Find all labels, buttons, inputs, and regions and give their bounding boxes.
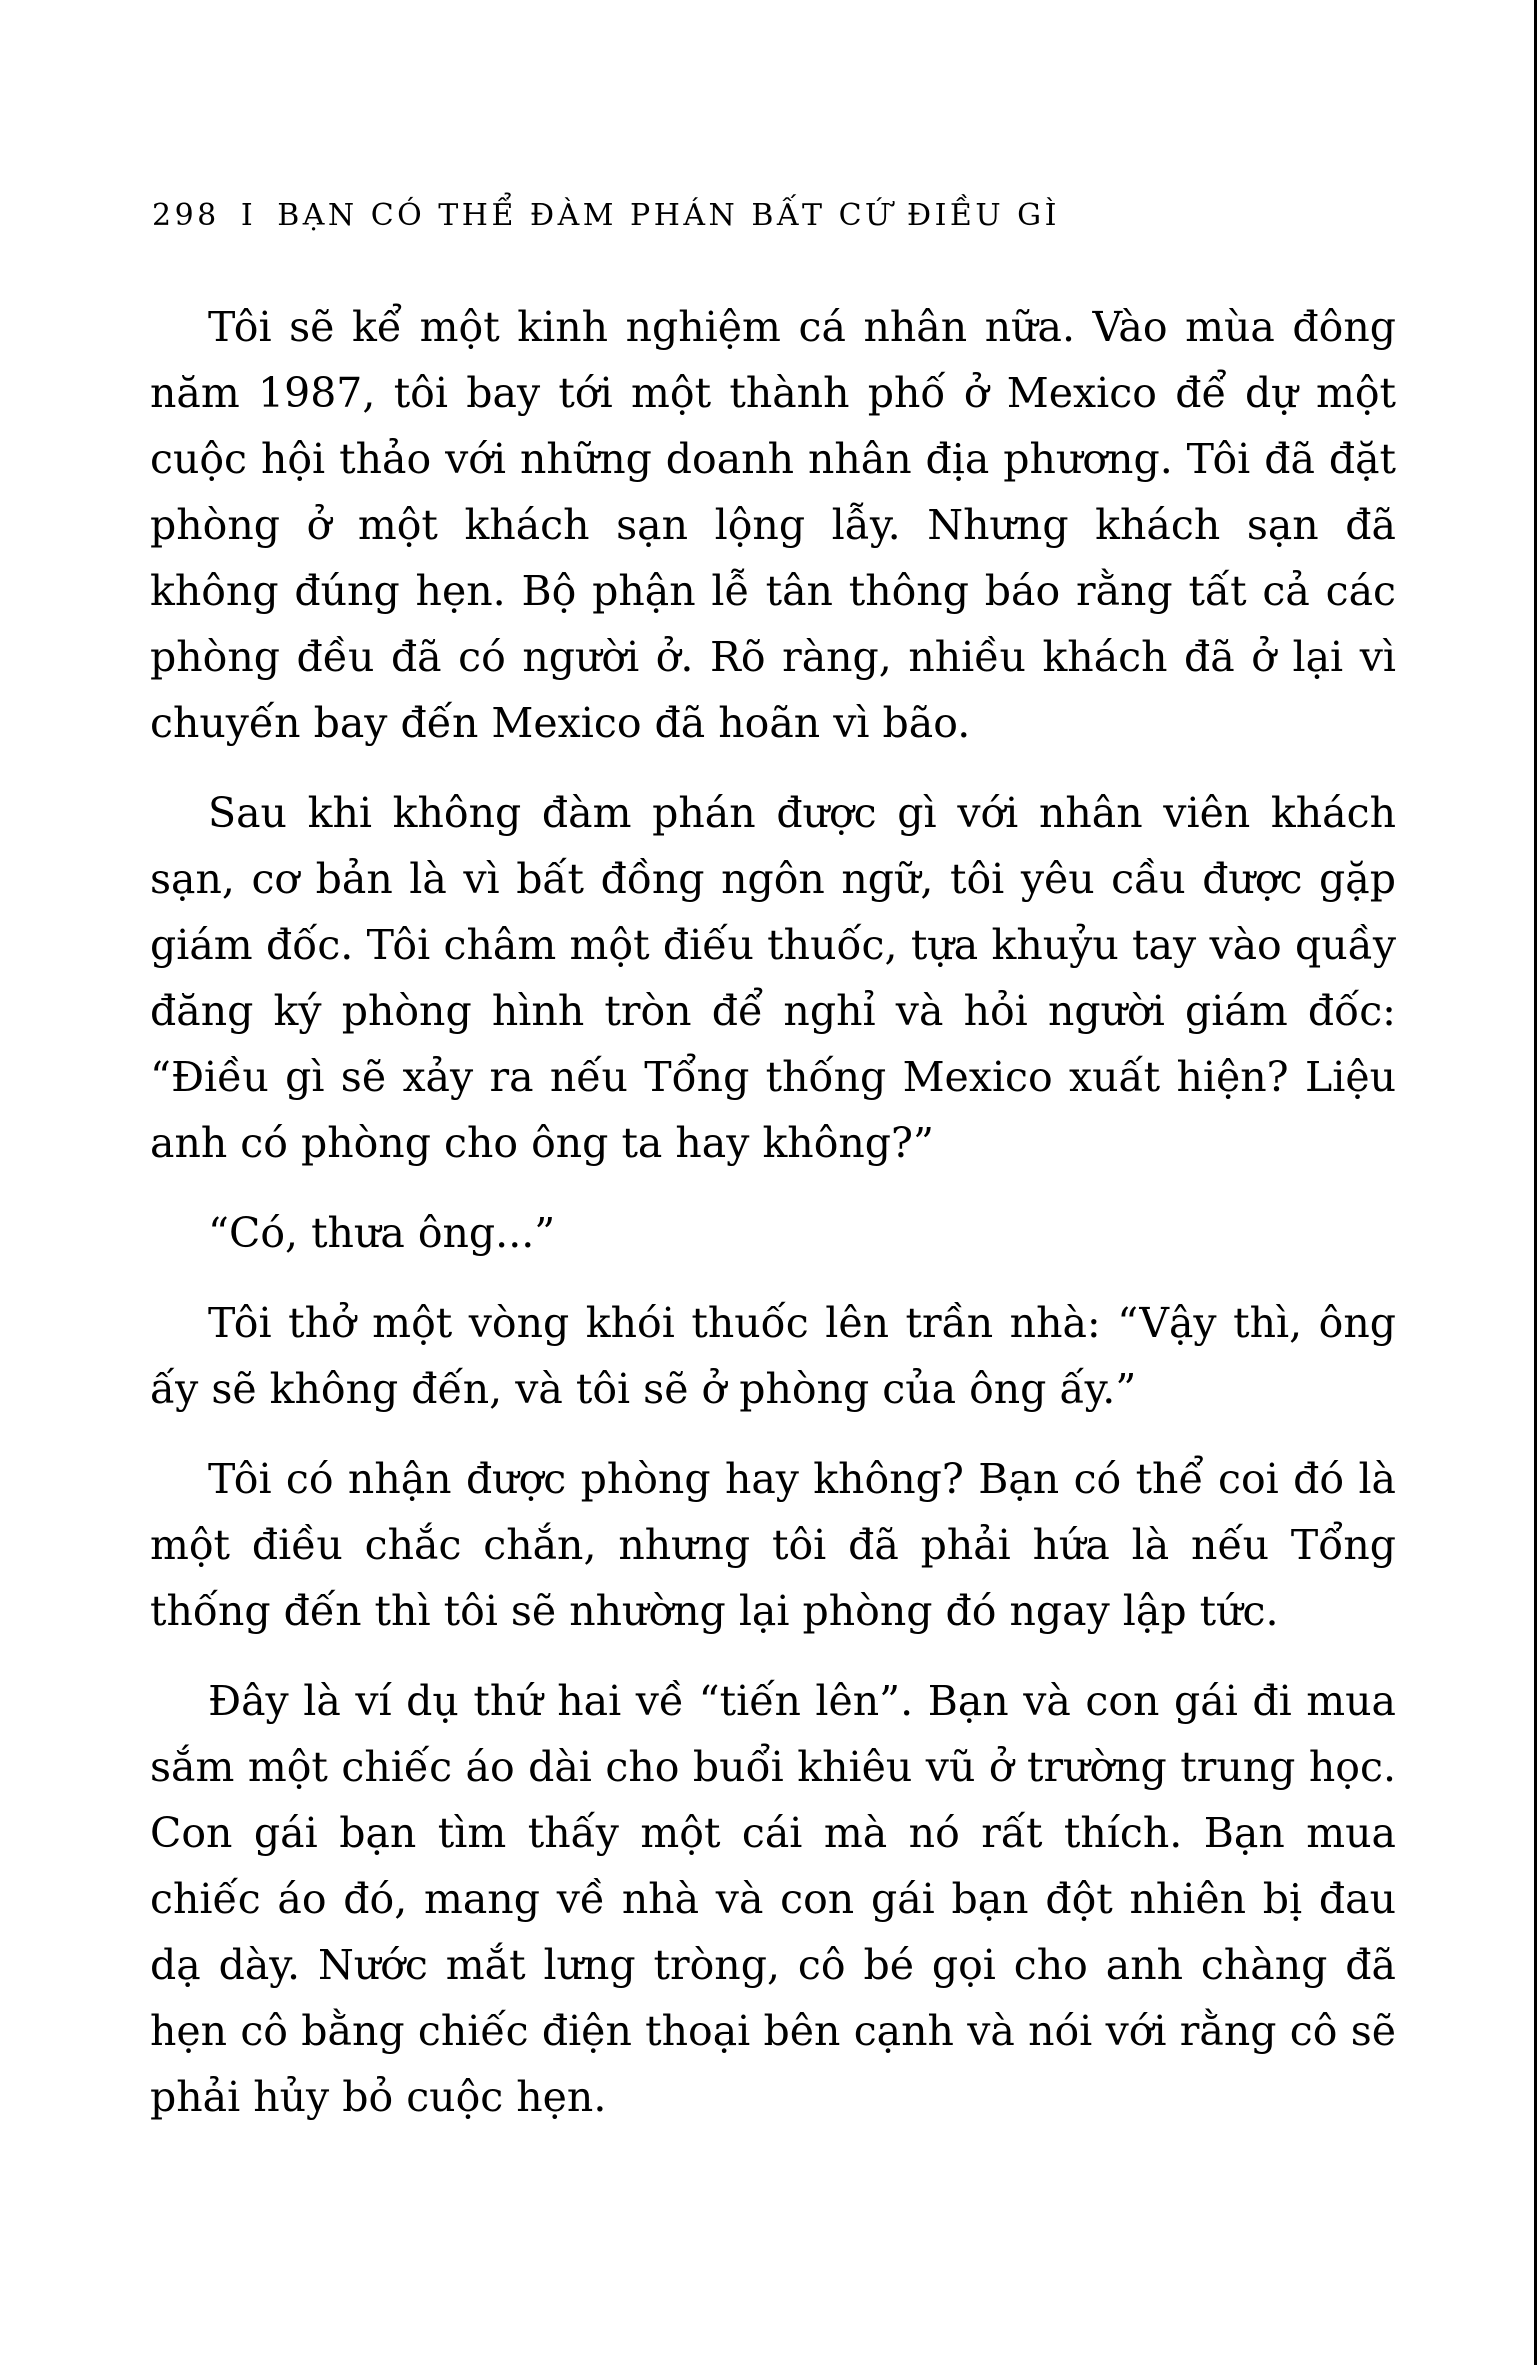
page-number: 298 [152,198,220,233]
book-title: BẠN CÓ THỂ ĐÀM PHÁN BẤT CỨ ĐIỀU GÌ [277,198,1060,233]
paragraph-5: Tôi có nhận được phòng hay không? Bạn có thể coi đó là một điều chắc chắn, nhưng tôi đã phải hứa là nếu Tổng thống đến thì tôi sẽ nhường lại phòng đó ngay lập tức. [150,1455,1396,1635]
running-header [152,196,1392,236]
paragraph-3: “Có, thưa ông...” [208,1209,556,1257]
paragraph-4: Tôi thở một vòng khói thuốc lên trần nhà: “Vậy thì, ông ấy sẽ không đến, và tôi sẽ ở phòng của ông ấy.” [150,1299,1396,1413]
page-body [150,294,1396,2154]
paragraph-1: Tôi sẽ kể một kinh nghiệm cá nhân nữa. Vào mùa đông năm 1987, tôi bay tới một thành phố ở Mexico để dự một cuộc hội thảo với những doanh nhân địa phương. Tôi đã đặt phòng ở một khách sạn lộng lẫy. Nhưng khách sạn đã không đúng hẹn. Bộ phận lễ tân thông báo rằng tất cả các phòng đều đã có người ở. Rõ ràng, nhiều khách đã ở lại vì chuyến bay đến Mexico đã hoãn vì bão. [150,303,1396,747]
page-edge-line [1534,0,1537,2365]
paragraph-2: Sau khi không đàm phán được gì với nhân viên khách sạn, cơ bản là vì bất đồng ngôn ngữ, tôi yêu cầu được gặp giám đốc. Tôi châm một điếu thuốc, tựa khuỷu tay vào quầy đăng ký phòng hình tròn để nghỉ và hỏi người giám đốc: “Điều gì sẽ xảy ra nếu Tổng thống Mexico xuất hiện? Liệu anh có phòng cho ông ta hay không?” [150,789,1396,1167]
header-separator: I [240,198,257,233]
paragraph-6: Đây là ví dụ thứ hai về “tiến lên”. Bạn và con gái đi mua sắm một chiếc áo dài cho buổi khiêu vũ ở trường trung học. Con gái bạn tìm thấy một cái mà nó rất thích. Bạn mua chiếc áo đó, mang về nhà và con gái bạn đột nhiên bị đau dạ dày. Nước mắt lưng tròng, cô bé gọi cho anh chàng đã hẹn cô bằng chiếc điện thoại bên cạnh và nói với rằng cô sẽ phải hủy bỏ cuộc hẹn. [150,1677,1396,2121]
